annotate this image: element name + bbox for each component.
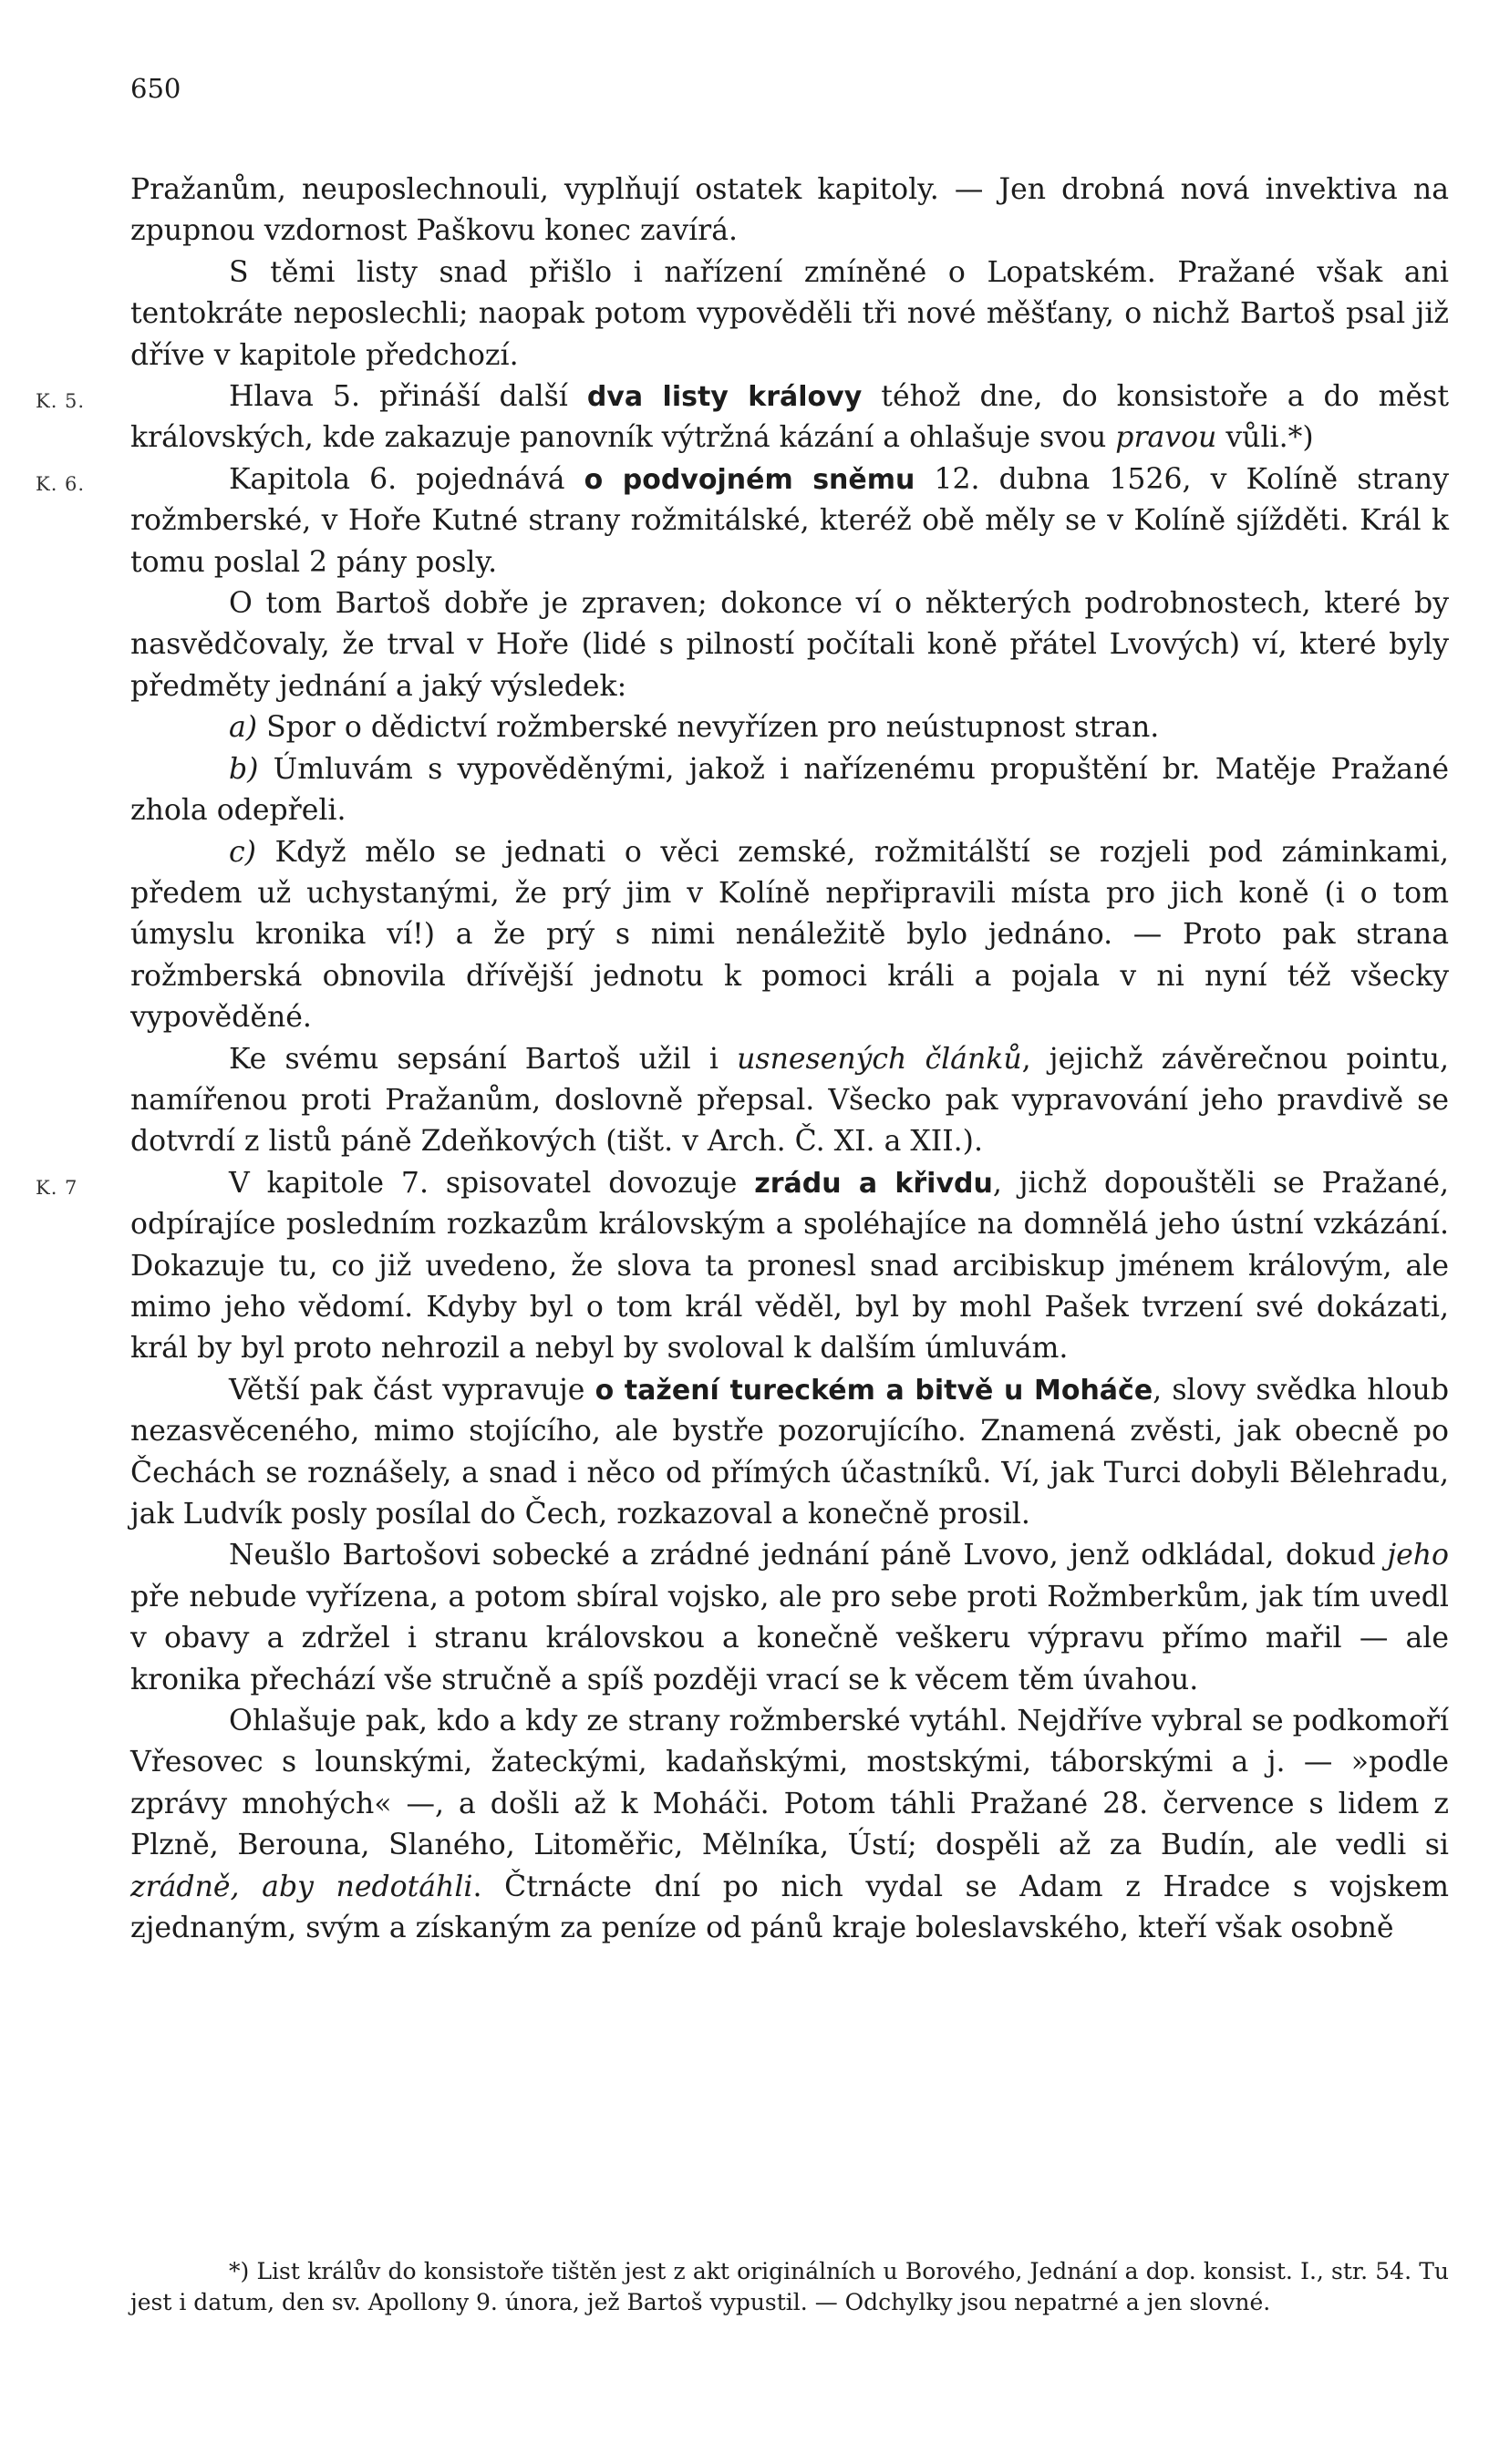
body-text [36,170,1450,1949]
list-label-b: b) [229,752,259,786]
margin-note-k6: K. 6. [36,472,86,495]
paragraph-8 [130,1370,1449,1536]
italic-pravou: pravou [1115,421,1217,455]
paragraph-5: O tom Bartoš dobře je zpraven; dokonce ví o některých podrobnostech, které by nasvědčovaly, že trval v Hoře (lidé s pilností počítali koně přátel Lvových) ví, které byly předměty jednání a jaký výsledek: [130,587,1449,703]
paragraph-4-text: Kapitola 6. pojednává [229,462,584,496]
paragraph-3 [36,376,1449,459]
margin-note-k5: K. 5. [36,390,86,413]
paragraph-8-text: Větší pak část vypravuje [229,1373,595,1407]
emphasis-dva-listy: dva listy královy [586,381,863,414]
list-label-a: a) [229,711,258,745]
list-label-c: c) [229,835,256,869]
paragraph-10 [130,1701,1449,1949]
page-number: 650 [130,73,181,104]
italic-zradne-aby-nedotahli: zrádně, aby nedotáhli [130,1870,473,1903]
paragraph-4-text: 12. dubna 1526, v Kolíně strany rožmberské, v Hoře Kutné strany rožmitálské, kteréž obě měly se v Kolíně sjížděti. Král k tomu poslal 2 pány posly. [130,462,1450,579]
footnote-1: *) List králův do konsistoře tištěn jest z akt originálních u Borového, Jednání a dop. konsist. I., str. 54. Tu jest i datum, den sv. Apollony 9. února, jež Bartoš vypustil. — Odchylky jsou nepatrné a jen slovné. [130,2258,1449,2315]
paragraph-2: S těmi listy snad přišlo i nařízení zmíněné o Lopatském. Pražané však ani tentokráte neposlechli; naopak potom vypověděli tři nové měšťany, o nichž Bartoš psal již dříve v kapitole předchozí. [130,255,1449,372]
paragraph-3-text: vůli.*) [1216,421,1314,455]
paragraph-9-text: Neušlo Bartošovi sobecké a zrádné jednání páně Lvovo, jenž odkládal, dokud [229,1539,1388,1572]
paragraph-6-text: , jejichž závěrečnou pointu, namířenou proti Pražanům, doslovně přepsal. Všecko pak vypravování jeho pravdivě se dotvrdí z listů páně Zdeňkových (tišt. v Arch. Č. XI. a XII.). [130,1042,1450,1159]
list-item-b [130,749,1449,832]
paragraph-9 [130,1535,1449,1701]
list-item-c-text: Když mělo se jednati o věci zemské, rožmitálští se rozjeli pod záminkami, předem už uchystanými, že prý jim v Kolíně nepřipravili místa pro jich koně (i o tom úmyslu kronika ví!) a že prý s nimi nenáležitě bylo jednáno. — Proto pak strana rožmberská obnovila dřívější jednotu k pomoci králi a pojala v ni nyní též všecky vypověděné. [130,835,1449,1035]
paragraph-8-text: , slovy svědka hloub nezasvěceného, mimo stojícího, ale bystře pozorujícího. Znamená zvěsti, jak obecně po Čechách se roznášely, a snad i něco od přímých účastníků. Ví, jak Turci dobyli Bělehradu, jak Ludvík posly posílal do Čech, rozkazoval a konečně prosil. [130,1373,1449,1531]
list-item-c [130,832,1449,1039]
italic-jeho: jeho [1387,1539,1449,1572]
paragraph-7-text: V kapitole 7. spisovatel dovozuje [229,1166,755,1200]
paragraph-3-text: téhož dne, do konsistoře a do měst královských, kde zakazuje panovník výtržná kázání a ohlašuje svou [130,380,1449,455]
paragraph-7-text: , jichž dopouštěli se Pražané, odpírajíce posledním rozkazům královským a spoléhajíce na domnělá jeho ústní vzkázání. Dokazuje tu, co již uvedeno, že slova ta pronesl snad arcibiskup jménem královým, ale mimo jeho vědomí. Kdyby byl o tom král věděl, byl by mohl Pašek tvrzení své dokázati, král by byl proto nehrozil a nebyl by svoloval k dalším úmluvám. [130,1166,1450,1366]
margin-note-k7: K. 7 [36,1176,78,1199]
list-item-a [130,707,1449,748]
list-item-b-text: Úmluvám s vypověděnými, jakož i nařízenému propuštění br. Matěje Pražané zhola odepřeli. [130,752,1449,828]
paragraph-1: Pražanům, neuposlechnouli, vyplňují ostatek kapitoly. — Jen drobná nová invektiva na zpupnou vzdornost Paškovu konec zavírá. [130,173,1449,248]
paragraph-10-text: . Čtrnácte dní po nich vydal se Adam z Hradce s vojskem zjednaným, svým a získaným za peníze od pánů kraje boleslavského, kteří však osobně [130,1870,1449,1945]
emphasis-tazeni-turecke: o tažení tureckém a bitvě u Moháče [595,1374,1153,1407]
italic-usnesene-clanky: usnesených článků [737,1042,1022,1076]
paragraph-7 [36,1163,1450,1370]
emphasis-zradu-a-krivdu: zrádu a křivdu [754,1167,993,1200]
paragraph-3-text: Hlava 5. přináší další [229,380,587,414]
paragraph-10-text: Ohlašuje pak, kdo a kdy ze strany rožmberské vytáhl. Nejdříve vybral se podkomoří Vřesovec s lounskými, žateckými, kadaňskými, mostskými, táborskými a j. — »podle zprávy mnohých« —, a došli až k Moháči. Potom táhli Pražané 28. července s lidem z Plzně, Berouna, Slaného, Litoměřic, Mělníka, Ústí; dospěli až za Budín, ale vedli si [130,1705,1449,1862]
paragraph-6 [130,1039,1449,1163]
paragraph-4 [36,459,1450,583]
paragraph-6-text: Ke svému sepsání Bartoš užil i [229,1042,738,1076]
list-item-a-text: Spor o dědictví rožmberské nevyřízen pro neústupnost stran. [257,711,1160,745]
paragraph-9-text: pře nebude vyřízena, a potom sbíral vojsko, ale pro sebe proti Rožmberkům, jak tím uvedl v obavy a zdržel i stranu královskou a konečně veškeru výpravu přímo mařil — ale kronika přechází vše stručně a spíš později vrací se k věcem těm úvahou. [130,1580,1449,1696]
emphasis-podvojny-snem: o podvojném sněmu [584,463,915,496]
footnotes [130,2256,1449,2318]
